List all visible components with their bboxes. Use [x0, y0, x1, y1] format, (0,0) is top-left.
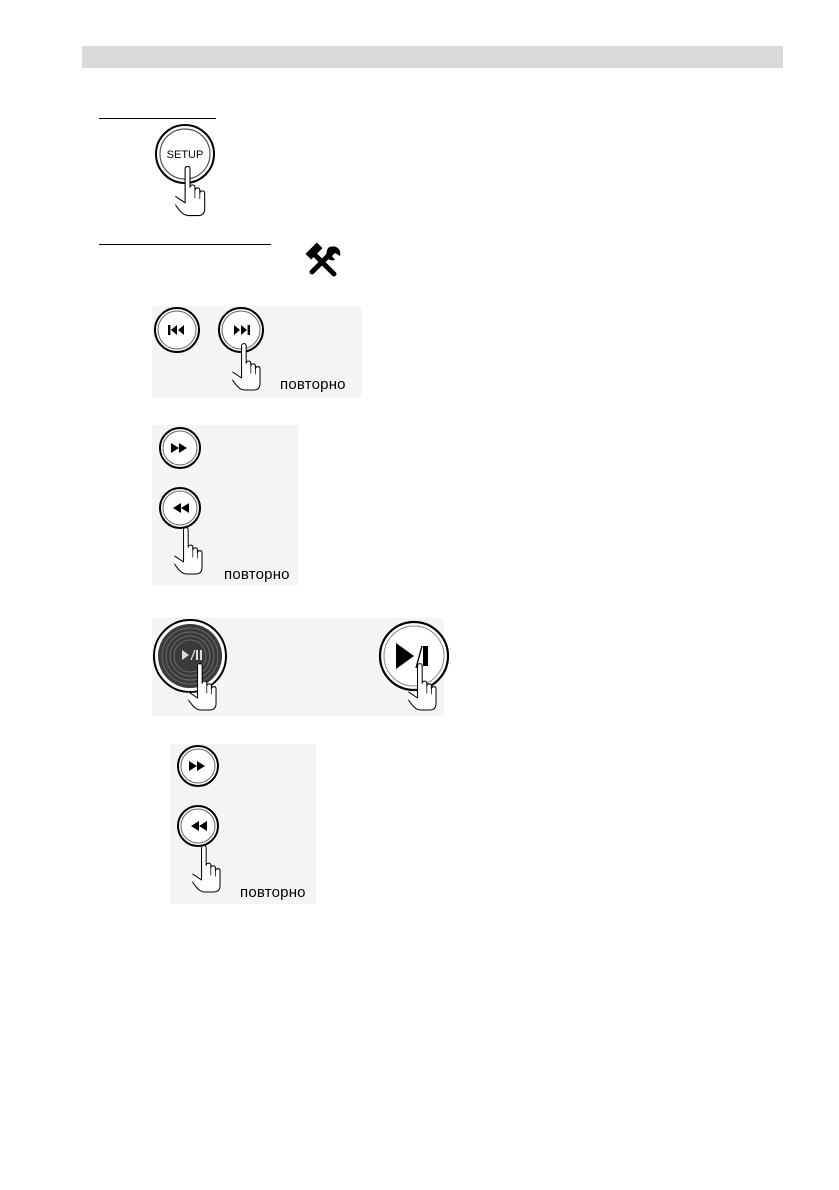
- heading-underline-2: [99, 244, 271, 245]
- fast-forward-button[interactable]: [158, 426, 206, 474]
- pointing-hand-icon: [220, 330, 278, 398]
- heading-underline-1: [99, 118, 216, 119]
- pointing-hand-icon: [162, 152, 224, 224]
- setup-button-figure: [150, 122, 230, 226]
- header-bar: [82, 46, 783, 68]
- repeat-label: повторно: [224, 566, 290, 583]
- fast-forward-icon: [158, 426, 206, 474]
- hammer-wrench-icon: [304, 244, 344, 278]
- pointing-hand-icon: [180, 832, 238, 900]
- skip-previous-button[interactable]: [152, 306, 202, 356]
- skip-previous-icon: [152, 306, 202, 356]
- repeat-label: повторно: [240, 884, 306, 901]
- pointing-hand-icon: [176, 650, 234, 718]
- setup-button-label: SETUP: [166, 149, 204, 161]
- repeat-label: повторно: [280, 376, 346, 393]
- fast-forward-button[interactable]: [176, 744, 224, 792]
- pointing-hand-icon: [162, 514, 220, 582]
- fast-forward-icon: [176, 744, 224, 792]
- pointing-hand-icon: [396, 650, 454, 718]
